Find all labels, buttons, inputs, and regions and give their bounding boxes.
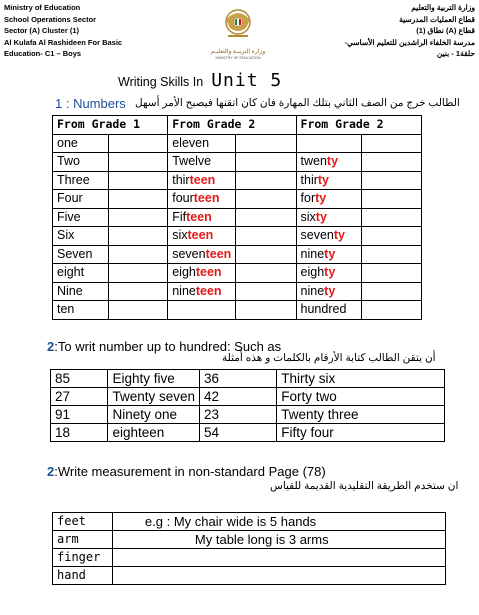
number-suffix: teen	[189, 172, 216, 187]
header-right-line: وزارة التربية والتعليم	[411, 3, 475, 12]
number-in-words: Twenty seven	[108, 388, 200, 406]
table-row	[53, 264, 422, 283]
logo-arabic-text: وزارة التربيـة والتعليـم	[210, 49, 266, 55]
number-suffix: ty	[333, 228, 345, 243]
number-stem: thir	[300, 172, 318, 187]
grade2-tens-number	[296, 134, 362, 153]
measure-unit: finger	[53, 549, 113, 567]
grade1-number: Nine	[53, 282, 109, 301]
blank-cell	[362, 245, 422, 264]
grade2-tens-number	[296, 171, 362, 190]
number-suffix: teen	[187, 228, 214, 243]
number-stem: Twelve	[172, 154, 212, 169]
header-left-english	[4, 2, 122, 60]
grade2-tens-number	[296, 227, 362, 246]
header-right-arabic	[345, 2, 475, 60]
number-stem: seven	[172, 246, 206, 261]
grade2-teen-number	[168, 301, 236, 320]
measurement-table	[52, 512, 446, 585]
blank-cell	[236, 227, 296, 246]
grade2-teen-number	[168, 171, 236, 190]
logo-english-text: MINISTRY OF EDUCATION	[215, 56, 261, 60]
grade2-tens-number	[296, 153, 362, 172]
measure-example: My table long is 3 arms	[112, 531, 445, 549]
grade1-number: Five	[53, 208, 109, 227]
measure-unit: feet	[53, 513, 113, 531]
table-row	[53, 153, 422, 172]
table-row	[51, 388, 445, 406]
section1-label	[55, 96, 126, 111]
number-stem: nine	[172, 283, 196, 298]
section3-title: :Write measurement in non-standard Page (78)	[54, 464, 326, 479]
table-row	[53, 134, 422, 153]
measure-example	[112, 567, 445, 585]
number-words-table	[50, 369, 445, 442]
blank-cell	[108, 227, 168, 246]
digit-number: 27	[51, 388, 108, 406]
table-row	[51, 424, 445, 442]
header-left-line: Ministry of Education	[4, 3, 81, 12]
grade2-teen-number	[168, 227, 236, 246]
digit-number: 42	[200, 388, 277, 406]
number-stem: hundred	[300, 302, 347, 317]
number-in-words: Eighty five	[108, 370, 200, 388]
section2-arabic-note: أن يتقن الطالب كتابة الأرقام بالكلمات و هذه أمثلة	[222, 352, 436, 364]
number-suffix: teen	[195, 265, 222, 280]
table-row	[53, 549, 446, 567]
title-text: Writing Skills In	[118, 75, 204, 89]
digit-number: 36	[200, 370, 277, 388]
grade2-tens-number	[296, 190, 362, 209]
digit-number: 85	[51, 370, 108, 388]
numbers-table	[52, 115, 422, 320]
blank-cell	[236, 282, 296, 301]
table-row	[53, 301, 422, 320]
number-stem: thir	[172, 172, 190, 187]
blank-cell	[362, 153, 422, 172]
digit-number: 91	[51, 406, 108, 424]
number-stem: for	[300, 191, 316, 206]
blank-cell	[362, 301, 422, 320]
grade2-tens-number	[296, 245, 362, 264]
number-suffix: ty	[324, 265, 336, 280]
number-stem: eigh	[300, 265, 325, 280]
blank-cell	[362, 264, 422, 283]
number-in-words: Thirty six	[277, 370, 445, 388]
number-suffix: ty	[315, 191, 327, 206]
grade1-number: Six	[53, 227, 109, 246]
blank-cell	[108, 134, 168, 153]
number-stem: nine	[300, 246, 325, 261]
table-row	[53, 227, 422, 246]
grade2-tens-number	[296, 282, 362, 301]
grade2-teen-number	[168, 134, 236, 153]
number-stem: eleven	[172, 135, 210, 150]
blank-cell	[108, 208, 168, 227]
header-grade1: From Grade 1	[53, 116, 168, 135]
blank-cell	[108, 171, 168, 190]
grade1-number: one	[53, 134, 109, 153]
grade1-number: Seven	[53, 245, 109, 264]
number-stem: nine	[300, 283, 325, 298]
section1-arabic-note: الطالب خرج من الصف الثاني بتلك المهارة فان كان اتقنها فيصبح الأمر أسهل	[135, 97, 460, 109]
table-row	[53, 567, 446, 585]
header-right-line: قطاع العمليات المدرسية	[399, 14, 475, 24]
blank-cell	[236, 153, 296, 172]
blank-cell	[362, 190, 422, 209]
number-in-words: eighteen	[108, 424, 200, 442]
grade2-teen-number	[168, 190, 236, 209]
header-right-line: قطاع (A) نطاق (1)	[416, 26, 475, 35]
number-stem: four	[172, 191, 194, 206]
table-row	[53, 513, 446, 531]
digit-number: 23	[200, 406, 277, 424]
number-suffix: ty	[324, 283, 336, 298]
digit-number: 18	[51, 424, 108, 442]
blank-cell	[108, 301, 168, 320]
blank-cell	[236, 245, 296, 264]
table-row	[53, 282, 422, 301]
header-left-line: Education- C1 – Boys	[4, 49, 82, 58]
header-right-line: مدرسة الخلفاء الراشدين للتعليم الأساسي-	[344, 37, 475, 47]
number-stem: six	[300, 209, 316, 224]
number-stem: twen	[300, 154, 327, 169]
table-row	[53, 171, 422, 190]
header-grade2-tens: From Grade 2	[296, 116, 421, 135]
grade1-number: Two	[53, 153, 109, 172]
table-row	[53, 531, 446, 549]
blank-cell	[362, 208, 422, 227]
blank-cell	[236, 208, 296, 227]
section2-title: :To writ number up to hundred: Such as	[54, 339, 282, 354]
measure-example: e.g : My chair wide is 5 hands	[112, 513, 445, 531]
blank-cell	[236, 301, 296, 320]
blank-cell	[362, 282, 422, 301]
blank-cell	[236, 171, 296, 190]
blank-cell	[108, 282, 168, 301]
header-left-line: School Operations Sector	[4, 14, 97, 24]
number-in-words: Twenty three	[277, 406, 445, 424]
number-suffix: teen	[195, 283, 222, 298]
section2-label: 2:To writ number up to hundred: Such as	[47, 339, 282, 354]
table-row	[53, 245, 422, 264]
number-stem: Fif	[172, 209, 187, 224]
measure-example	[112, 549, 445, 567]
blank-cell	[362, 171, 422, 190]
number-stem: eigh	[172, 265, 196, 280]
blank-cell	[236, 190, 296, 209]
grade1-number: Three	[53, 171, 109, 190]
digit-number: 54	[200, 424, 277, 442]
number-stem: six	[172, 228, 188, 243]
blank-cell	[108, 190, 168, 209]
grade2-teen-number	[168, 208, 236, 227]
measure-unit: hand	[53, 567, 113, 585]
grade2-tens-number	[296, 208, 362, 227]
number-suffix: teen	[193, 191, 220, 206]
grade2-teen-number	[168, 245, 236, 264]
unit-label: Unit 5	[211, 70, 283, 91]
table-row	[53, 208, 422, 227]
table-row	[51, 406, 445, 424]
number-suffix: ty	[315, 209, 327, 224]
number-suffix: ty	[317, 172, 330, 187]
grade2-tens-number	[296, 301, 362, 320]
grade2-teen-number	[168, 153, 236, 172]
grade1-number: eight	[53, 264, 109, 283]
number-in-words: Forty two	[277, 388, 445, 406]
grade2-teen-number	[168, 264, 236, 283]
header-left-line: Al Kulafa Al Rashideen For Basic	[4, 37, 123, 47]
number-stem: seven	[300, 228, 334, 243]
header-right-line: حلقة1 - بنين	[436, 49, 475, 58]
number-in-words: Fifty four	[277, 424, 445, 442]
number-suffix: ty	[324, 246, 336, 261]
number-suffix: teen	[186, 209, 212, 224]
blank-cell	[108, 245, 168, 264]
ministry-logo	[205, 6, 271, 61]
blank-cell	[362, 227, 422, 246]
number-in-words: Ninety one	[108, 406, 200, 424]
grade1-number: ten	[53, 301, 109, 320]
grade2-tens-number	[296, 264, 362, 283]
blank-cell	[236, 134, 296, 153]
header-left-line: Sector (A) Cluster (1)	[4, 26, 80, 35]
blank-cell	[236, 264, 296, 283]
table-header-row	[53, 116, 422, 135]
number-suffix: ty	[326, 154, 339, 169]
measure-unit: arm	[53, 531, 113, 549]
blank-cell	[108, 153, 168, 172]
page-title	[118, 70, 282, 91]
number-suffix: teen	[205, 246, 232, 261]
grade2-teen-number	[168, 282, 236, 301]
section1-title: 1 : Numbers	[55, 96, 126, 111]
section3-arabic-note: ان ستخدم الطريقة التقليدية القديمة للقياس	[270, 480, 459, 492]
grade1-number: Four	[53, 190, 109, 209]
section3-label: 2:Write measurement in non-standard Page (78)	[47, 464, 326, 479]
blank-cell	[108, 264, 168, 283]
table-row	[51, 370, 445, 388]
blank-cell	[362, 134, 422, 153]
emblem-icon	[218, 6, 258, 44]
header-grade2: From Grade 2	[168, 116, 296, 135]
table-row	[53, 190, 422, 209]
